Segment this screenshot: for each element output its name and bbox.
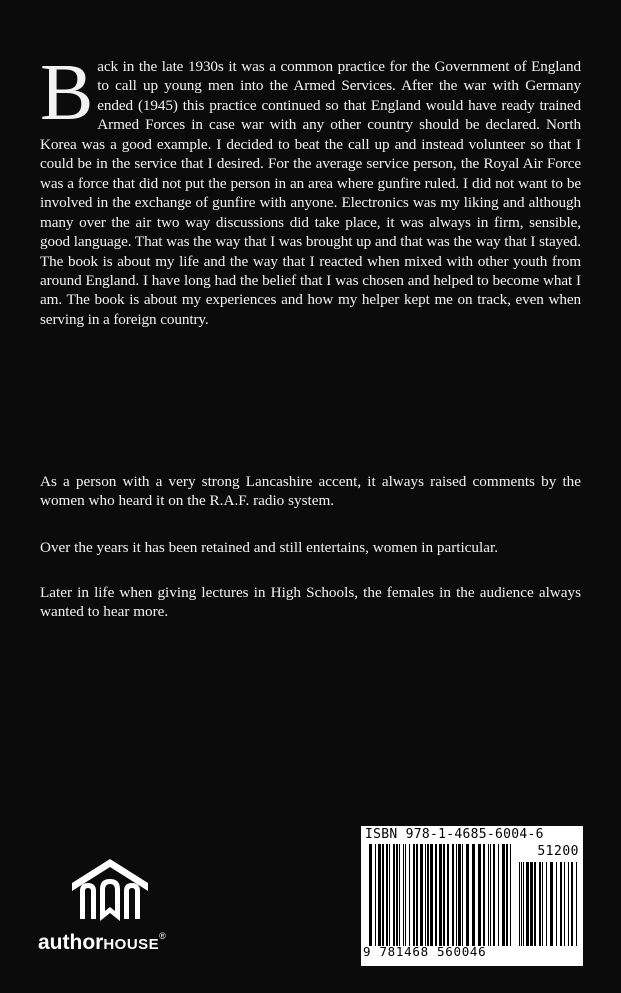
barcode-bar	[519, 862, 520, 946]
back-cover-blurb	[40, 49, 581, 329]
barcode-bar	[466, 844, 469, 946]
barcode-bar	[403, 844, 404, 946]
barcode-bar	[405, 844, 406, 946]
barcode-bar	[523, 862, 524, 946]
barcode-bar	[488, 844, 489, 946]
barcode-bar	[568, 862, 569, 946]
barcode-bar	[458, 844, 461, 946]
paragraph-accent: As a person with a very strong Lancashire accent, it always raised comments by the women who heard it on the R.A.F. radio system.	[40, 473, 581, 510]
barcode-bar	[456, 844, 457, 946]
barcode-bar	[546, 862, 547, 946]
barcode-bar	[560, 862, 562, 946]
price-code: 51200	[537, 844, 579, 859]
barcode-bar	[483, 844, 485, 946]
drop-cap: B	[40, 49, 94, 137]
barcode-bar	[420, 844, 423, 946]
isbn-label: ISBN 978-1-4685-6004-6	[365, 827, 544, 842]
house-book-icon	[66, 853, 154, 925]
paragraph-retained: Over the years it has been retained and still entertains, women in particular.	[40, 539, 498, 556]
barcode-bar	[430, 844, 433, 946]
barcode-bar	[510, 844, 511, 946]
barcode-bar	[452, 844, 454, 946]
barcode-bar	[530, 862, 533, 946]
barcode-bar	[478, 844, 481, 946]
barcode-bar	[396, 844, 398, 946]
barcode-bar	[409, 844, 410, 946]
barcode-bar	[375, 844, 376, 946]
barcode-bar	[369, 844, 372, 946]
barcode-bar	[506, 844, 508, 946]
ean-bars	[369, 844, 513, 946]
barcode-bar	[550, 862, 553, 946]
isbn-barcode	[361, 826, 583, 966]
barcode-bar	[521, 862, 522, 946]
publisher-logo	[38, 853, 198, 963]
barcode-bar	[493, 844, 495, 946]
addon-bars	[519, 862, 577, 946]
barcode-bar	[498, 844, 499, 946]
barcode-bar	[534, 862, 536, 946]
barcode-bar	[435, 844, 437, 946]
barcode-bar	[576, 862, 577, 946]
barcode-bar	[389, 844, 390, 946]
barcode-bar	[413, 844, 415, 946]
blurb-text: ack in the late 1930s it was a common practice for the Government of England to call up young men into the Armed Services. After the war with Germany ended (1945) this practice continued so that England would have ready trained Armed Forces in case war with any other country should be declared. North Korea was a good example. I decided to beat the call up and instead volunteer so that I could be in the service that I desired. For the average service person, the Royal Air Force was a force that did not put the person in an area where gunfire ruled. I did not want to be involved in the exchange of gunfire with anyone. Electronics was my liking and although many over the air two way discussions did take place, it was always in firm, sensible, good language. That was the way that I was brought up and that was the way that I stayed. The book is about my life and the way that I reacted when mixed with other youth from around England. I have long had the belief that I was chosen and helped to become what I am. The book is about my experiences and how my helper kept me on track, even when serving in a foreign country.	[40, 58, 581, 328]
barcode-bar	[490, 844, 491, 946]
barcode-bar	[378, 844, 381, 946]
paragraph-lectures: Later in life when giving lectures in High Schools, the females in the audience always wanted to hear more.	[40, 584, 581, 621]
barcode-bar	[393, 844, 395, 946]
barcode-bar	[399, 844, 400, 946]
barcode-bar	[564, 862, 565, 946]
barcode-bar	[416, 844, 418, 946]
barcode-bar	[439, 844, 442, 946]
barcode-bar	[571, 862, 573, 946]
barcode-bar	[427, 844, 429, 946]
ean-digits: 9 781468 560046	[363, 944, 487, 959]
publisher-name: authorHOUSE®	[38, 931, 166, 954]
barcode-bar	[542, 862, 543, 946]
barcode-bar	[539, 862, 541, 946]
barcode-bar	[526, 862, 529, 946]
barcode-bar	[447, 844, 449, 946]
barcode-bar	[386, 844, 388, 946]
barcode-bar	[462, 844, 463, 946]
barcode-bar	[556, 862, 557, 946]
barcode-bar	[472, 844, 475, 946]
barcode-bar	[443, 844, 445, 946]
barcode-bar	[425, 844, 426, 946]
barcode-bar	[502, 844, 505, 946]
barcode-bar	[382, 844, 384, 946]
